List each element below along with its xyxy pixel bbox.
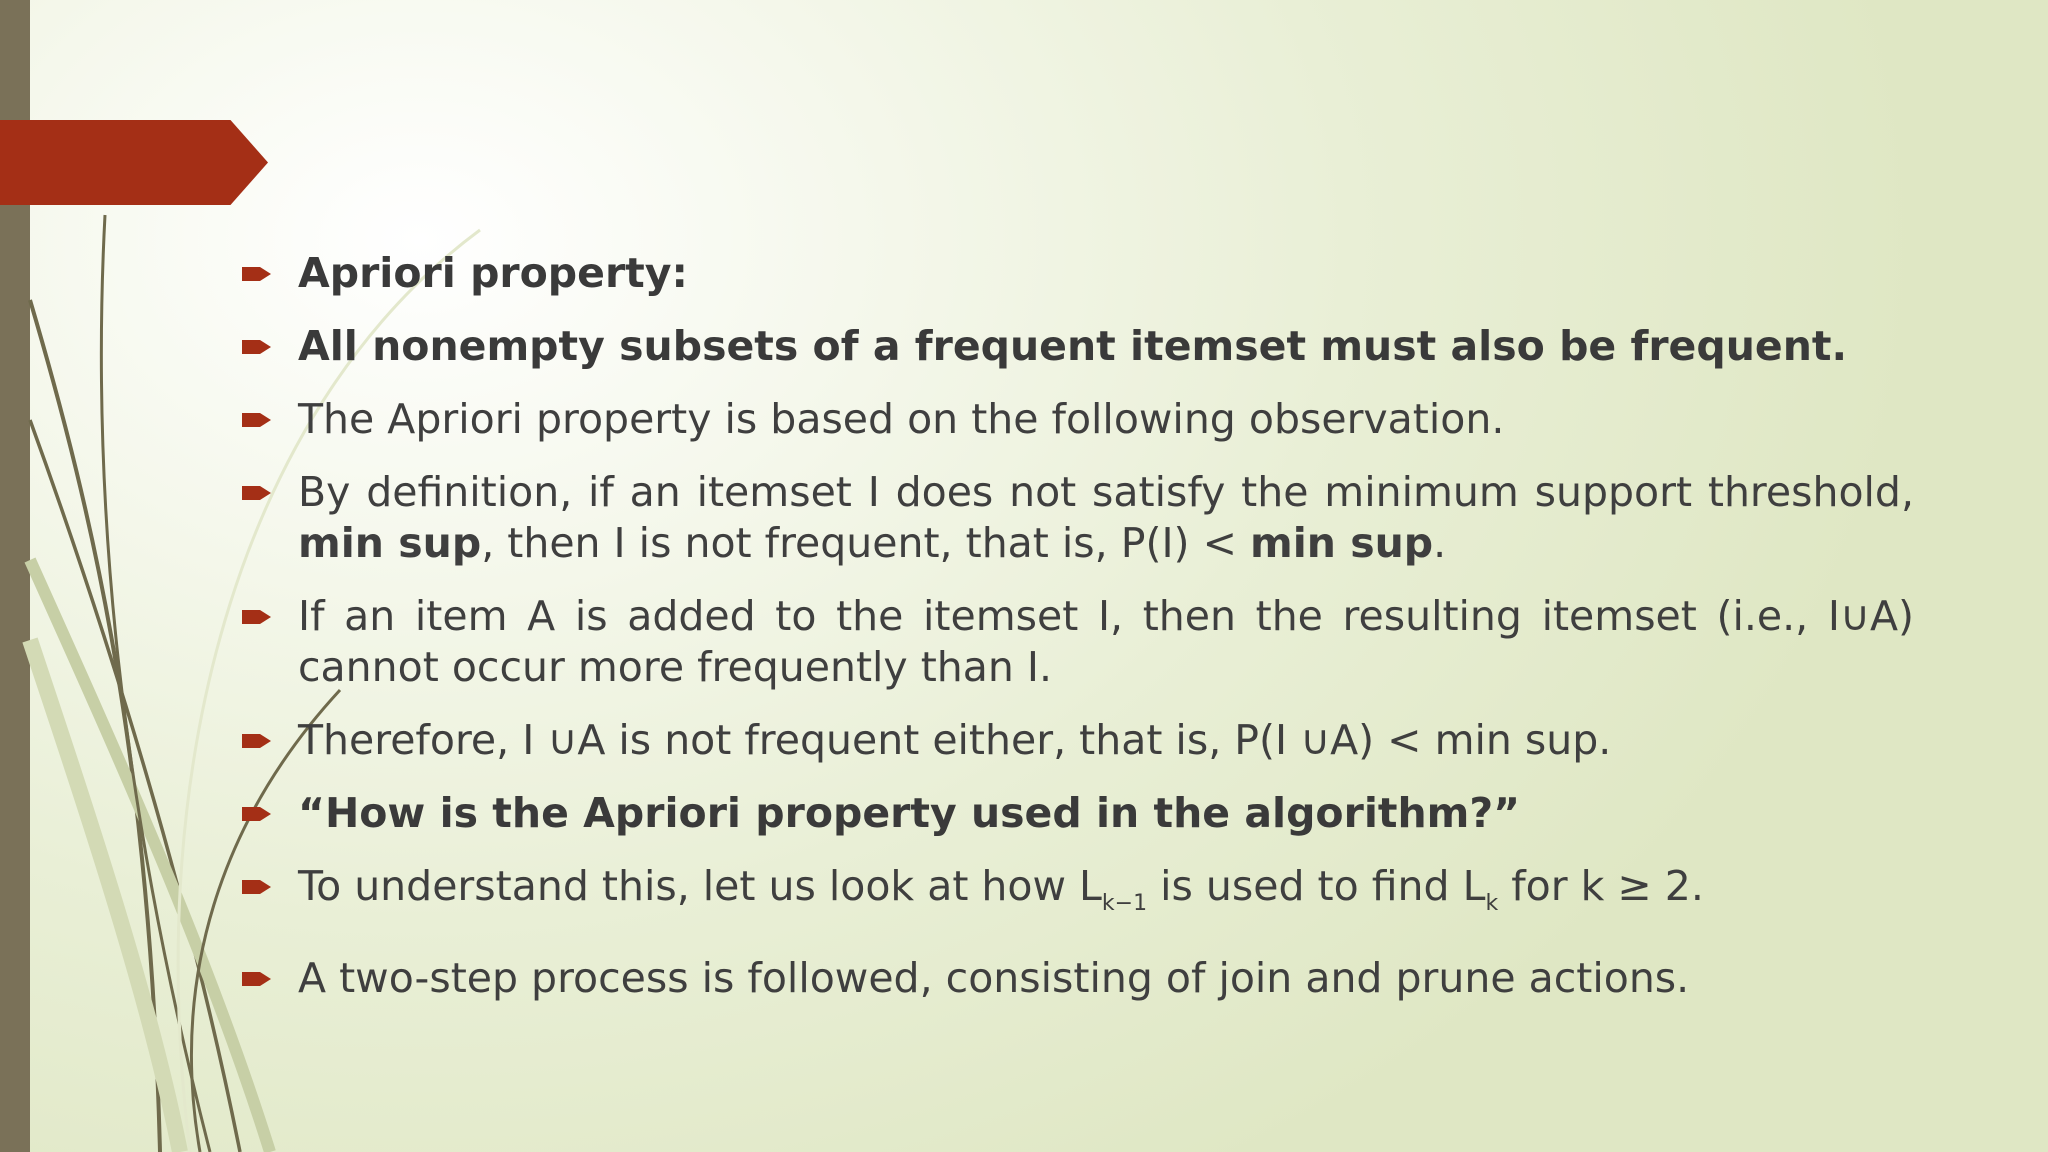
bullet-text-part: By definition, if an itemset I does not satisfy the minimum support threshold, (298, 468, 1914, 516)
right-arrow-bullet-icon (242, 805, 272, 823)
bullet-text-part: for k ≥ 2. (1498, 862, 1704, 910)
bullet-text: Apriori property: (298, 249, 688, 297)
right-arrow-bullet-icon (242, 411, 272, 429)
right-arrow-bullet-icon (242, 608, 272, 626)
bullet-item (240, 788, 1914, 839)
right-arrow-bullet-icon (242, 970, 272, 988)
bullet-item (240, 467, 1914, 569)
bullet-item (240, 321, 1914, 372)
bullet-item (240, 591, 1914, 693)
bullet-text: All nonempty subsets of a frequent itemset must also be frequent. (298, 322, 1848, 370)
right-arrow-bullet-icon (242, 732, 272, 750)
bullet-text: Therefore, I ∪A is not frequent either, that is, P(I ∪A) < min sup. (298, 716, 1612, 764)
right-arrow-bullet-icon (242, 265, 272, 283)
bullet-list (240, 248, 1914, 1026)
bullet-item (240, 394, 1914, 445)
bullet-text: A two-step process is followed, consisting of join and prune actions. (298, 954, 1690, 1002)
bullet-text-bold: min sup (1249, 519, 1434, 567)
right-arrow-bullet-icon (242, 878, 272, 896)
title-ribbon (0, 120, 268, 205)
bullet-text-part: To understand this, let us look at how L (298, 862, 1102, 910)
subscript: k (1485, 891, 1499, 916)
bullet-item (240, 248, 1914, 299)
bullet-text-bold: min sup (298, 519, 482, 567)
subscript: k−1 (1101, 891, 1148, 916)
right-arrow-bullet-icon (242, 484, 272, 502)
bullet-text: If an item A is added to the itemset I, then the resulting itemset (i.e., I∪A) cannot occur more frequently than I. (298, 592, 1914, 691)
bullet-item (240, 861, 1914, 929)
bullet-text-part: . (1433, 519, 1447, 567)
bullet-text-part: is used to find L (1147, 862, 1486, 910)
bullet-text: The Apriori property is based on the following observation. (298, 395, 1505, 443)
right-arrow-bullet-icon (242, 338, 272, 356)
bullet-text: “How is the Apriori property used in the algorithm?” (298, 789, 1521, 837)
bullet-item (240, 715, 1914, 766)
bullet-item (240, 953, 1914, 1004)
bullet-text-part: , then I is not frequent, that is, P(I) < (481, 519, 1250, 567)
